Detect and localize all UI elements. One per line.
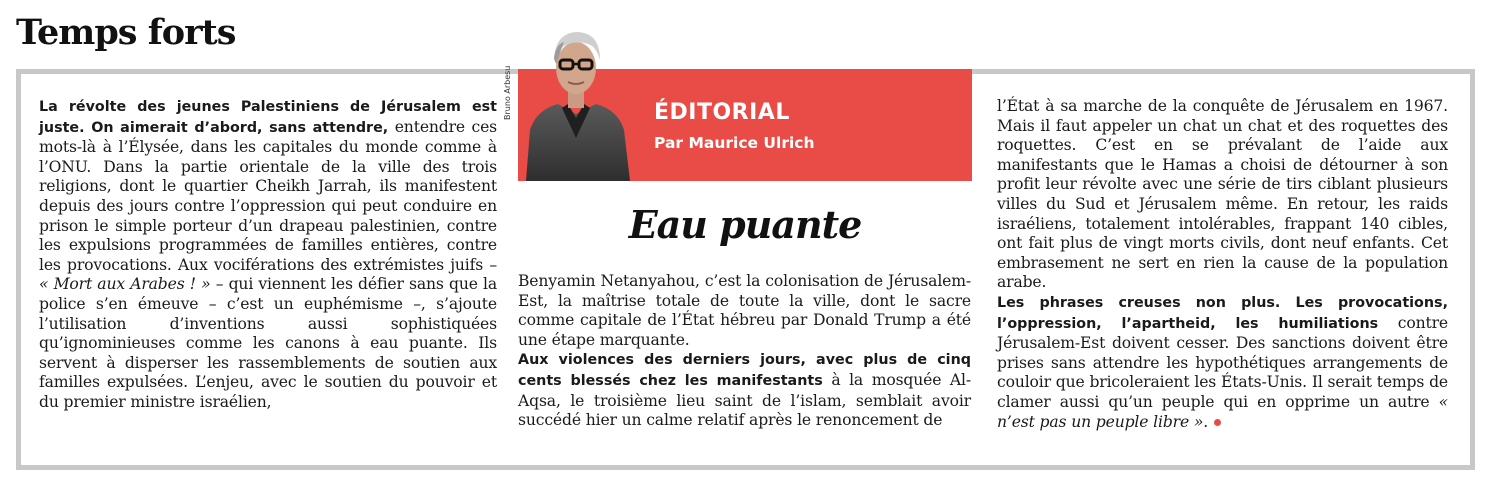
end-mark-icon [1214, 419, 1221, 426]
article-column-2 [518, 272, 971, 431]
column-3-paragraph-1: l’État à sa marche de la conquête de Jérusalem en 1967. Mais il faut appeler un chat un chat et des roquettes des roquettes. C’est en se prévalant de l’aide aux manifestants que le Hamas a choisi de détourner à son profit leur révolte avec une série de tirs ciblant plusieurs villes du Sud et Jérusalem même. En retour, les raids israéliens, totalement intolérables, frappant 140 cibles, ont fait plus de vingt morts civils, dont neuf enfants. Cet embrasement ne sert en rien la cause de la population arabe. [997, 97, 1448, 292]
article-column-1 [39, 97, 497, 413]
photo-credit: Bruno Arbesu [503, 65, 512, 120]
column-1-text-b: – qui viennent les défier sans que la police s’en émeuve – c’est un euphémisme –, s’ajoute l’utilisation d’inventions aussi sophistiquées qu’ignominieuses comme les canons à eau puante. Ils servent à disperser les rassemblements de soutien aux familles expulsées. L’enjeu, avec le soutien du pouvoir et du premier ministre israélien, [39, 275, 497, 411]
column-2-paragraph-1: Benyamin Netanyahou, c’est la colonisation de Jérusalem-Est, la maîtrise totale de toute la ville, dont le sacre comme capitale de l’État hébreu par Donald Trump a été une étape marquante. [518, 272, 971, 349]
editorial-byline: Par Maurice Ulrich [654, 134, 815, 152]
column-3-end: . [1203, 412, 1209, 431]
column-3-paragraph-2 [997, 293, 1448, 432]
column-3-quote: « n’est pas un peuple libre » [997, 392, 1448, 431]
column-2-paragraph-2 [518, 350, 971, 430]
column-3-lead: Les phrases creuses non plus. Les provocations, l’oppression, l’apartheid, les humiliations [997, 294, 1448, 332]
column-1-paragraph [39, 97, 497, 413]
column-1-quote: « Mort aux Arabes ! » [39, 275, 211, 294]
article-column-3 [997, 97, 1448, 432]
author-portrait [518, 18, 634, 181]
column-1-text-a: entendre ces mots-là à l’Élysée, dans les capitales du monde comme à l’ONU. Dans la partie orientale de la ville des trois religions, dont le quartier Cheikh Jarrah, ils manifestent depuis des jours contre l’oppression qui peut conduire en prison le simple porteur d’un drapeau palestinien, contre les expulsions programmées de familles entières, contre les provocations. Aux vociférations des extrémistes juifs – [39, 117, 497, 274]
column-2-lead: Aux violences des derniers jours, avec plus de cinq cents blessés chez les manifestants [518, 352, 971, 389]
column-3-text: contre Jérusalem-Est doivent cesser. Des sanctions doivent être prises sans attendre les hypothétiques arrangements de couloir que bricoleraient les États-Unis. Il serait temps de clamer aussi qu’un peuple qui en opprime un autre [997, 313, 1449, 411]
column-1-lead: La révolte des jeunes Palestiniens de Jérusalem est juste. On aimerait d’abord, sans attendre, [39, 99, 497, 136]
editorial-kicker: ÉDITORIAL [654, 100, 790, 125]
headline: Eau puante [628, 202, 862, 247]
column-2-text: à la mosquée Al-Aqsa, le troisième lieu saint de l’islam, semblait avoir succédé hier un calme relatif après le renoncement de [518, 370, 971, 430]
section-title: Temps forts [16, 12, 236, 53]
